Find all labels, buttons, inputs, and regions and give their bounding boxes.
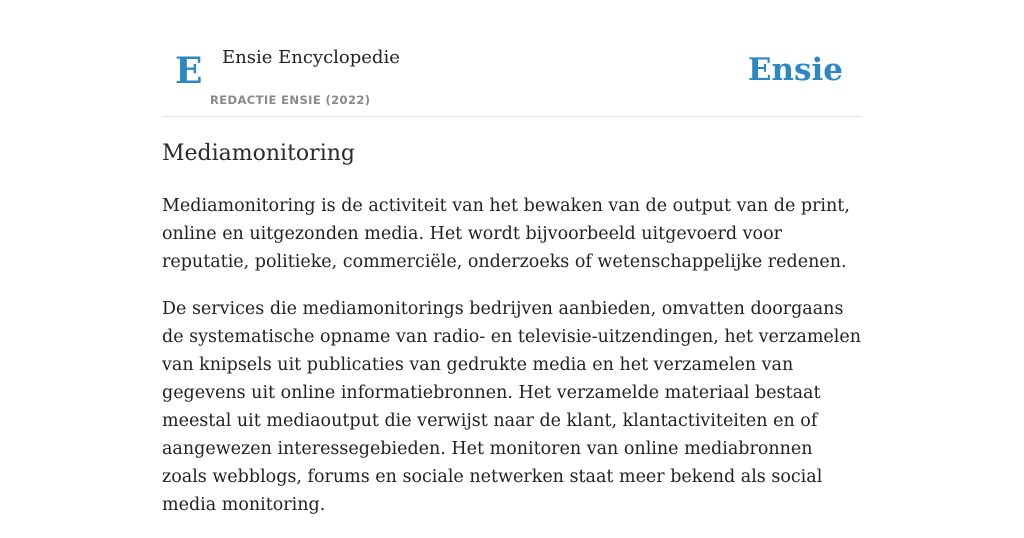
byline: REDACTIE ENSIE (2022) (210, 93, 371, 107)
paragraph-2: De services die mediamonitorings bedrijven aanbieden, omvatten doorgaans de systematische opname van radio- en televisie-uitzendingen, het verzamelen van knipsels uit publicaties van gedrukte media en het verzamelen van gegevens uit online informatiebronnen. Het verzamelde materiaal bestaat meestal uit mediaoutput die verwijst naar de klant, klantactiviteiten en of aangewezen interessegebieden. Het monitoren van online mediabronnen zoals webblogs, forums en sociale netwerken staat meer bekend als social media monitoring. (162, 299, 862, 515)
article-card (162, 0, 862, 515)
brand-logo[interactable]: Ensie (747, 52, 843, 88)
ensie-e-logo-icon[interactable]: E (175, 50, 203, 92)
article-header (162, 0, 862, 117)
paragraph-1: Mediamonitoring is de activiteit van het bewaken van de output van de print, online en uitgezonden media. Het wordt bijvoorbeeld uitgevoerd voor reputatie, politieke, commerciële, onderzoeks of wetenschappelijke redenen. (162, 196, 850, 272)
article-body (162, 192, 862, 538)
source-name[interactable]: Ensie Encyclopedie (222, 47, 400, 68)
page-title: Mediamonitoring (162, 141, 355, 166)
